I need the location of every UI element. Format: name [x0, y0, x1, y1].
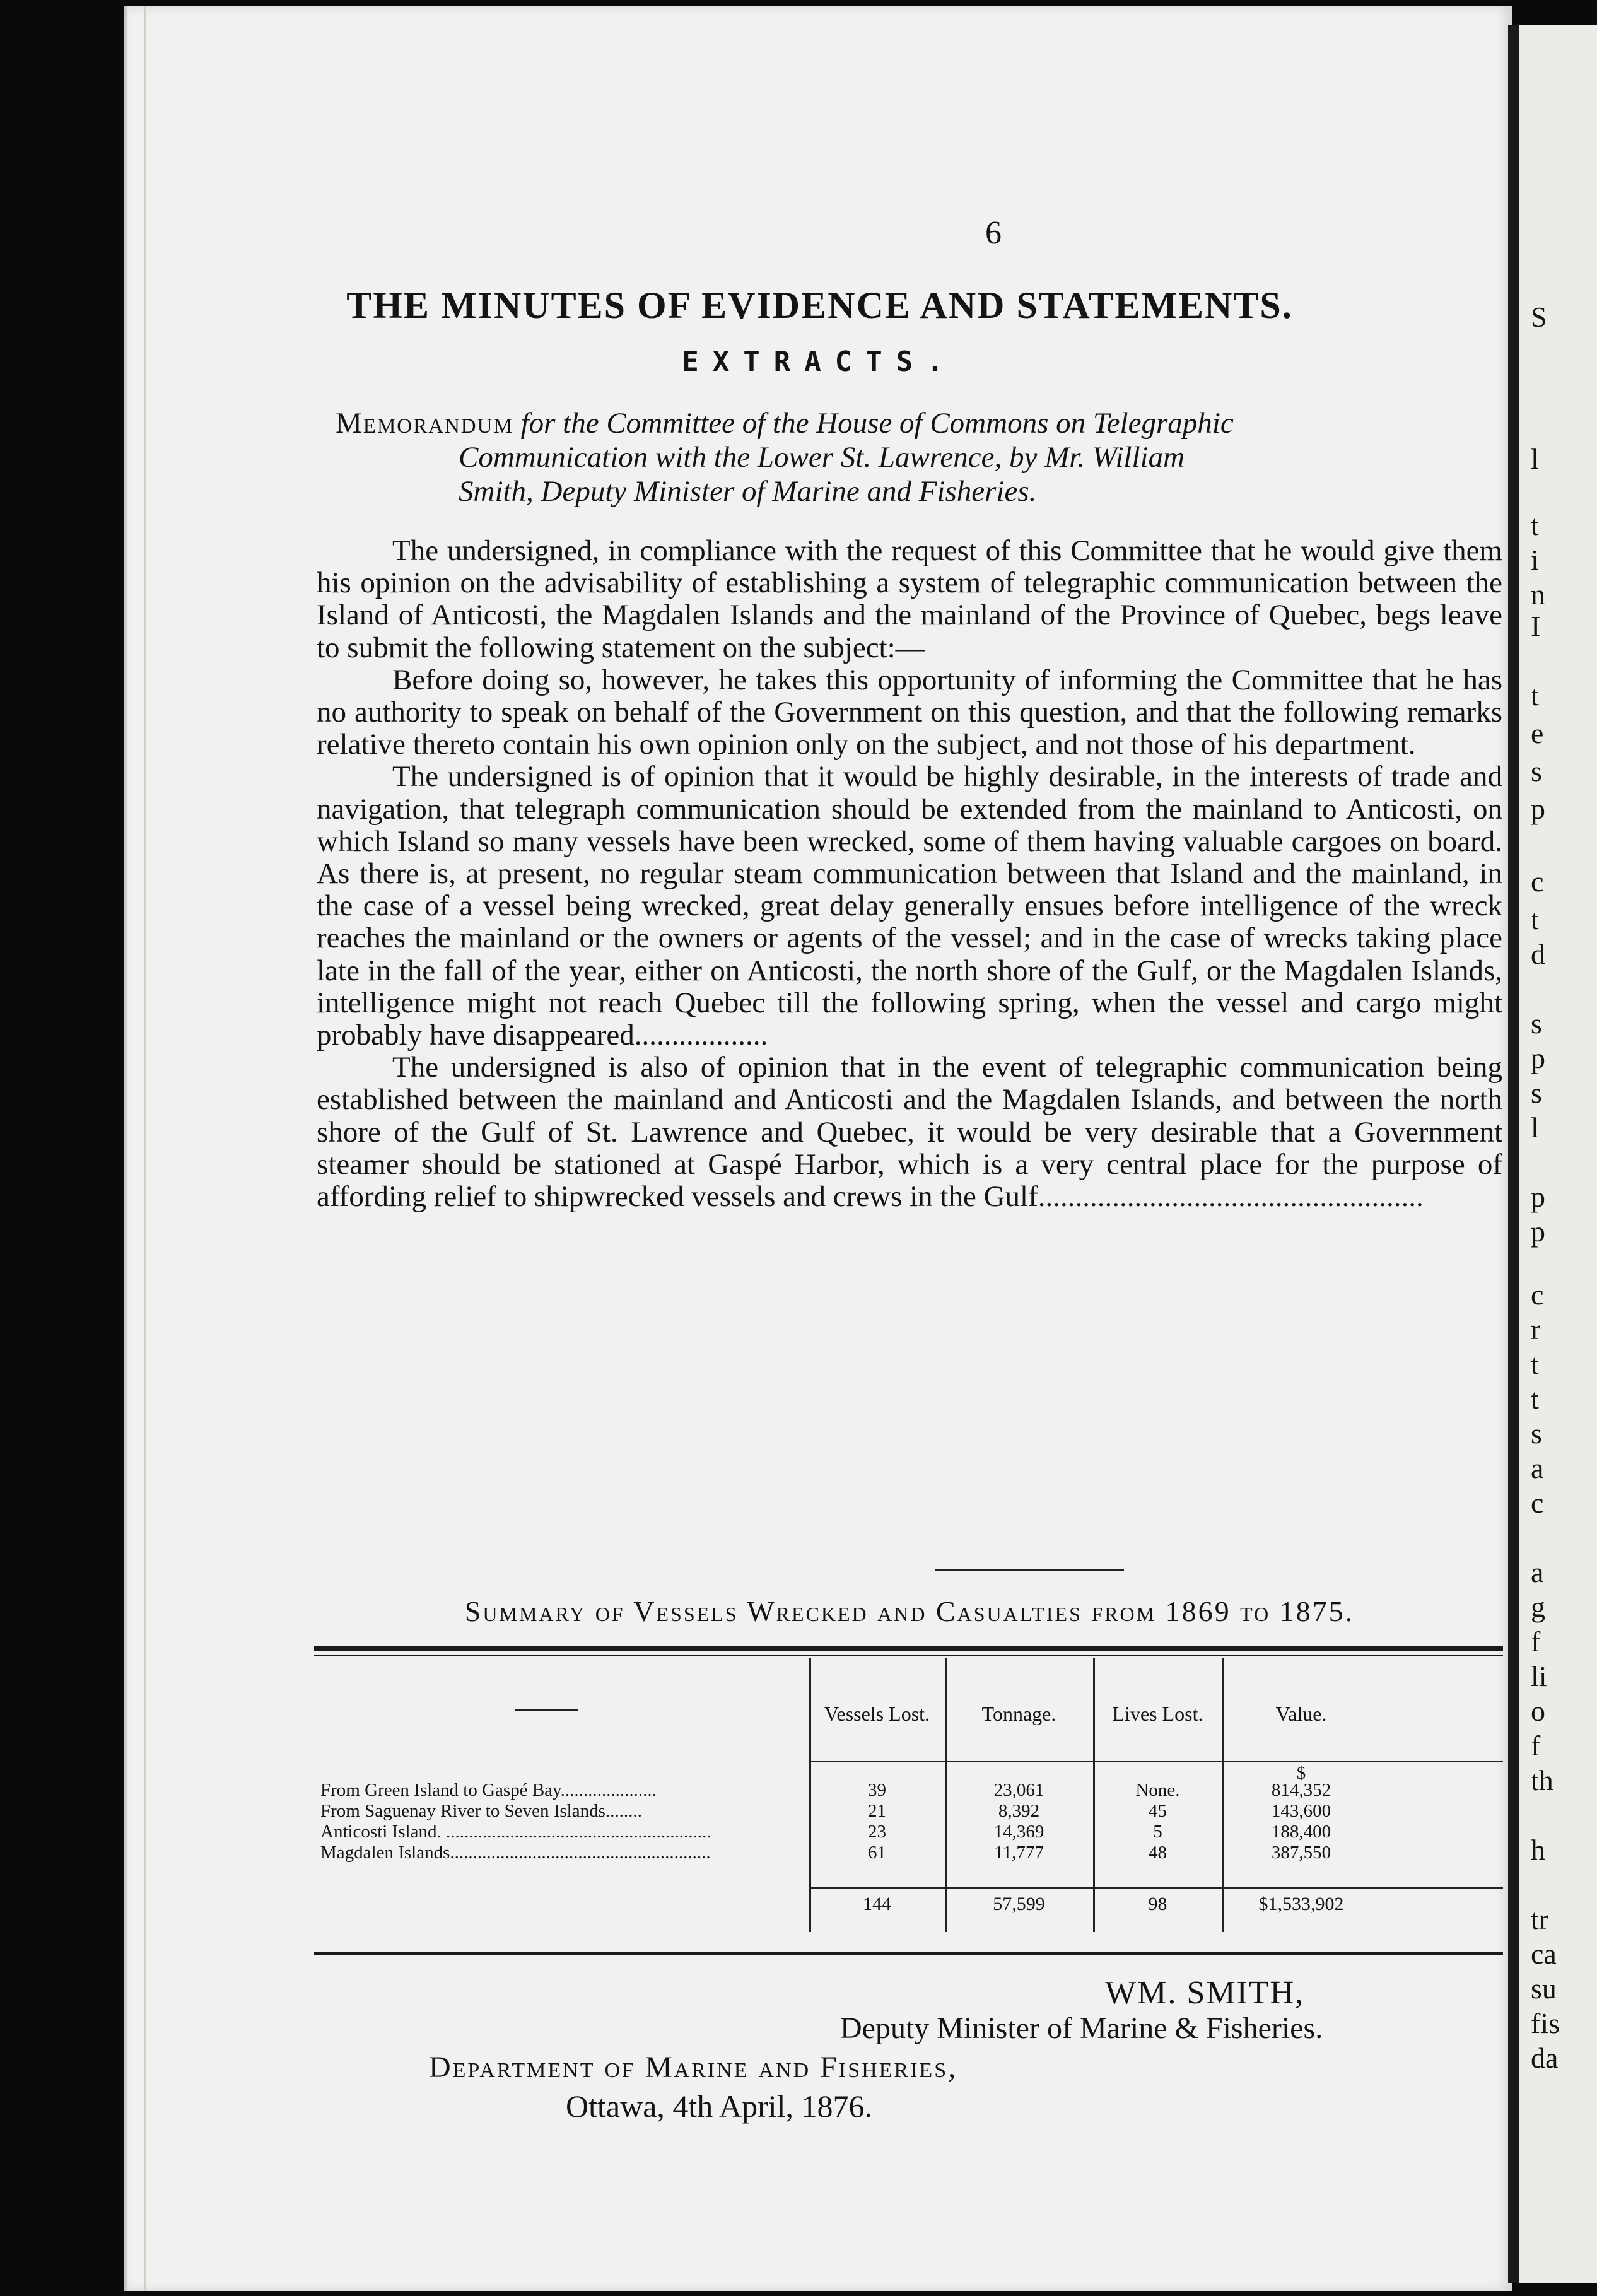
header-vessels-lost: Vessels Lost.: [824, 1702, 930, 1725]
header-rule: [809, 1761, 1503, 1762]
margin-letter: s: [1531, 755, 1542, 787]
margin-letter: t: [1531, 1383, 1539, 1415]
header-lives-lost: Lives Lost.: [1112, 1702, 1203, 1725]
page-title: THE MINUTES OF EVIDENCE AND STATEMENTS.: [346, 284, 1293, 326]
section-divider: [935, 1569, 1124, 1571]
column-divider: [1222, 1658, 1224, 1932]
summary-title: Summary of Vessels Wrecked and Casualties from 1869 to 1875.: [464, 1595, 1355, 1627]
section-heading: EXTRACTS.: [682, 346, 957, 378]
margin-letter: p: [1531, 1042, 1545, 1074]
paragraph: The undersigned is also of opinion that in the event of telegraphic communication being established between the mainland and Anticosti and the Magdalen Islands, and between the north shore of the Gulf of St. Lawrence and Quebec, it would be very desirable that a Government steamer should be stationed at Gaspé Harbor, which is a very central place for the purpose of affording relief to shipwrecked vessels and crews in the Gulf....................................................: [317, 1051, 1502, 1214]
cell-tonnage: 8,392: [998, 1801, 1040, 1821]
margin-letter: g: [1531, 1591, 1545, 1623]
cell-lives: 45: [1149, 1801, 1167, 1821]
cell-vessels: 61: [868, 1842, 886, 1863]
adjacent-page-edge: [1508, 25, 1597, 2283]
total-tonnage: 57,599: [993, 1894, 1045, 1914]
header-value: Value.: [1275, 1702, 1327, 1725]
margin-letter: su: [1531, 1972, 1557, 2005]
memorandum-heading: [336, 406, 1465, 508]
signature-name: WM. SMITH,: [1105, 1975, 1305, 2011]
cell-value: 188,400: [1271, 1822, 1331, 1842]
margin-letter: n: [1531, 578, 1545, 611]
column-divider: [809, 1658, 811, 1932]
margin-letter: c: [1531, 865, 1544, 898]
signature-title: Deputy Minister of Marine & Fisheries.: [840, 2012, 1323, 2045]
margin-letter: tr: [1531, 1903, 1549, 1935]
margin-letter: s: [1531, 1077, 1542, 1109]
column-divider: [945, 1658, 947, 1932]
currency-symbol: $: [1296, 1763, 1306, 1783]
margin-letter: li: [1531, 1660, 1547, 1692]
margin-letter: s: [1531, 1417, 1542, 1450]
cell-value: 387,550: [1271, 1842, 1331, 1863]
paragraph: Before doing so, however, he takes this opportunity of informing the Committee that he has no authority to speak on behalf of the Government on this question, and that the following remarks relative thereto contain his own opinion only on the subject, and not those of his department.: [317, 663, 1502, 761]
department-name: Department of Marine and Fisheries,: [429, 2051, 958, 2084]
cell-vessels: 21: [868, 1801, 886, 1821]
cell-vessels: 23: [868, 1822, 886, 1842]
paragraph: The undersigned is of opinion that it would be highly desirable, in the interests of trade and navigation, that telegraph communication should be extended from the mainland to Anticosti, on which Island so many vessels have been wrecked, some of them having valuable cargoes on board. As there is, at present, no regular steam communication between that Island and the mainland, in the case of a vessel being wrecked, great delay generally ensues before intelligence of the wreck reaches the mainland or the owners or agents of the vessel; and in the case of wrecks taking place late in the fall of the year, either on Anticosti, the north shore of the Gulf, or the Magdalen Islands, intelligence might not reach Quebec till the following spring, when the vessel and cargo might probably have disappeared..................: [317, 760, 1502, 1052]
total-lives: 98: [1148, 1894, 1167, 1914]
row-label: From Green Island to Gaspé Bay.....................: [320, 1780, 657, 1800]
margin-letter: a: [1531, 1452, 1544, 1484]
header-tonnage: Tonnage.: [981, 1702, 1056, 1725]
margin-letter: e: [1531, 717, 1544, 749]
memorandum-line-3: Smith, Deputy Minister of Marine and Fisheries.: [459, 475, 1037, 508]
cell-lives: 48: [1149, 1842, 1167, 1863]
margin-letter: d: [1531, 938, 1545, 970]
margin-letter: th: [1531, 1764, 1553, 1796]
document-page: [124, 6, 1512, 2291]
margin-letter: l: [1531, 443, 1539, 475]
margin-letter: l: [1531, 1111, 1539, 1144]
margin-letter: r: [1531, 1313, 1541, 1345]
row-label: From Saguenay River to Seven Islands........: [320, 1801, 642, 1821]
row-label: Anticosti Island. ..........................................................: [320, 1822, 711, 1842]
margin-letter: s: [1531, 1007, 1542, 1040]
margin-letter: f: [1531, 1625, 1541, 1658]
margin-letter: fis: [1531, 2007, 1560, 2039]
margin-letter: p: [1531, 1215, 1545, 1248]
paragraph: The undersigned, in compliance with the request of this Committee that he would give them his opinion on the advisability of establishing a system of telegraphic communication between the Island of Anticosti, the Magdalen Islands and the mainland of the Province of Quebec, begs leave to submit the following statement on the subject:—: [317, 534, 1502, 664]
total-value: $1,533,902: [1258, 1894, 1344, 1914]
totals-rule: [809, 1887, 1503, 1889]
margin-letter: I: [1531, 610, 1541, 642]
margin-letter: t: [1531, 1348, 1539, 1380]
wreck-summary-table: [314, 1646, 1503, 1955]
table-double-rule: [314, 1655, 1503, 1656]
cell-tonnage: 14,369: [993, 1822, 1044, 1842]
memorandum-lead: Memorandum: [336, 407, 513, 440]
margin-letter: c: [1531, 1279, 1544, 1311]
row-label: Magdalen Islands.........................................................: [320, 1842, 711, 1863]
document-date: Ottawa, 4th April, 1876.: [566, 2088, 873, 2124]
margin-letter: i: [1531, 544, 1539, 576]
column-divider: [1093, 1658, 1095, 1932]
margin-letter: a: [1531, 1556, 1544, 1588]
margin-letter: t: [1531, 903, 1539, 935]
margin-letter: ca: [1531, 1938, 1557, 1970]
page-number: 6: [985, 215, 1002, 251]
total-vessels: 144: [863, 1894, 891, 1914]
margin-letter: p: [1531, 1181, 1545, 1213]
margin-letter: h: [1531, 1834, 1545, 1866]
margin-letter: f: [1531, 1730, 1541, 1762]
margin-letter: c: [1531, 1487, 1544, 1519]
margin-letter: S: [1531, 301, 1547, 333]
header-dash: [515, 1709, 578, 1711]
cell-vessels: 39: [868, 1780, 886, 1800]
margin-letter: t: [1531, 509, 1539, 541]
cell-value: 814,352: [1271, 1780, 1331, 1800]
cell-tonnage: 23,061: [993, 1780, 1044, 1800]
cell-value: 143,600: [1271, 1801, 1331, 1821]
cell-lives: None.: [1135, 1780, 1180, 1800]
cell-tonnage: 11,777: [994, 1842, 1044, 1863]
cell-lives: 5: [1153, 1822, 1162, 1842]
memorandum-line-2: Communication with the Lower St. Lawrence, by Mr. William: [459, 441, 1185, 474]
margin-letter: p: [1531, 793, 1545, 825]
margin-letter: da: [1531, 2042, 1559, 2074]
margin-letter: t: [1531, 679, 1539, 712]
margin-letter: o: [1531, 1695, 1545, 1727]
memorandum-line-1: for the Committee of the House of Commons on Telegraphic: [520, 407, 1234, 440]
memorandum-body: [317, 535, 1502, 1213]
